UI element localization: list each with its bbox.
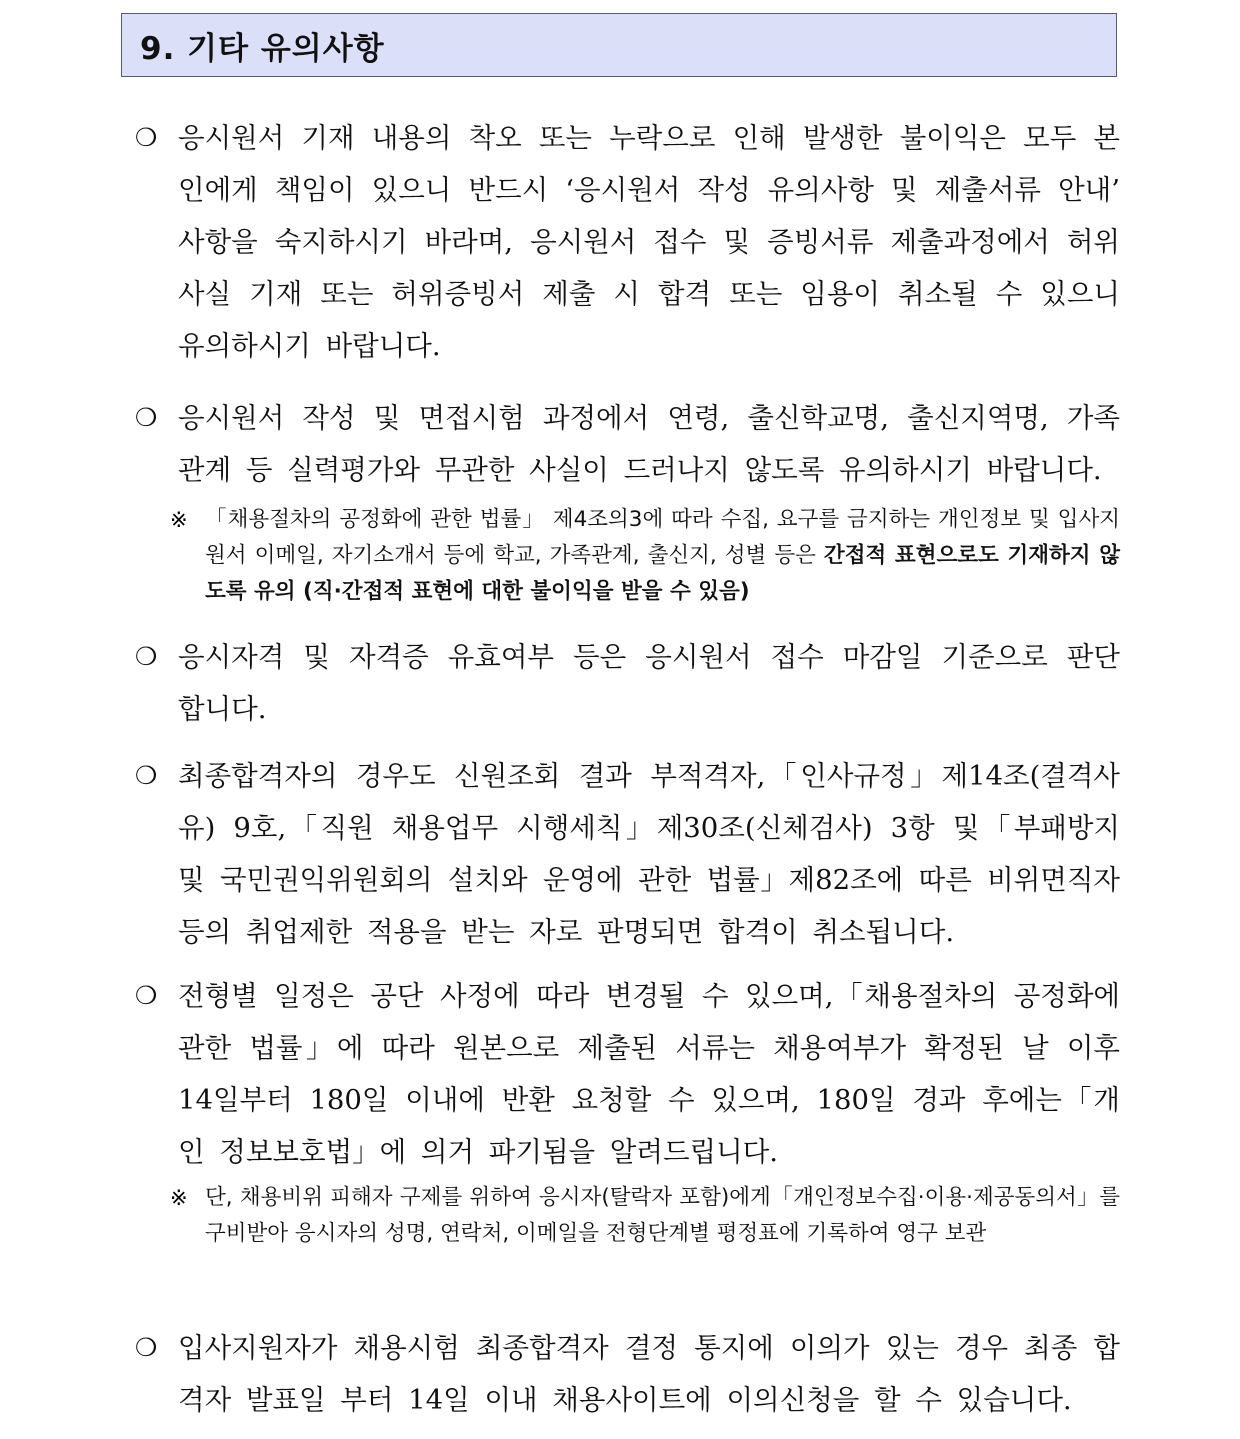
note-1 <box>170 502 1120 610</box>
bullet-icon: ❍ <box>135 761 158 790</box>
bullet-icon: ❍ <box>135 1333 158 1362</box>
note-text <box>205 502 1120 610</box>
notice-item-2 <box>135 392 1120 496</box>
section-title: 9. 기타 유의사항 <box>140 30 385 67</box>
notice-item-text: 응시원서 작성 및 면접시험 과정에서 연령, 출신학교명, 출신지역명, 가족 관계 등 실력평가와 무관한 사실이 드러나지 않도록 유의하시기 바랍니다. <box>178 402 1120 486</box>
notice-item-3 <box>135 631 1120 735</box>
notice-item-5 <box>135 970 1120 1178</box>
notice-item-text: 최종합격자의 경우도 신원조회 결과 부적격자,「인사규정」제14조(결격사유) 9호,「직원 채용업무 시행세칙」제30조(신체검사) 3항 및「부패방지 및 국민권익위원회의 설치와 운영에 관한 법률」제82조에 따른 비위면직자 등의 취업제한 적용을 받는 자로 판명되면 합격이 취소됩니다. <box>178 760 1120 948</box>
note-text-bold: 간접적 표현으로도 기재하지 않도록 유의 (직·간접적 표현에 대한 불이익을 받을 수 있음) <box>205 543 1120 604</box>
reference-mark-icon: ※ <box>170 508 188 532</box>
notice-item-text: 응시자격 및 자격증 유효여부 등은 응시원서 접수 마감일 기준으로 판단 합니다. <box>178 641 1120 725</box>
section-header <box>121 13 1117 77</box>
bullet-icon: ❍ <box>135 642 158 671</box>
note-text: 단, 채용비위 피해자 구제를 위하여 응시자(탈락자 포함)에게「개인정보수집·이용·제공동의서」를 구비받아 응시자의 성명, 연락처, 이메일을 전형단계별 평정표에 기록하여 영구 보관 <box>205 1185 1120 1246</box>
notice-item-6 <box>135 1322 1120 1426</box>
bullet-icon: ❍ <box>135 123 158 152</box>
notice-item-1 <box>135 112 1120 372</box>
notice-item-text: 응시원서 기재 내용의 착오 또는 누락으로 인해 발생한 불이익은 모두 본인에게 책임이 있으니 반드시 ‘응시원서 작성 유의사항 및 제출서류 안내’ 사항을 숙지하시기 바라며, 응시원서 접수 및 증빙서류 제출과정에서 허위 사실 기재 또는 허위증빙서 제출 시 합격 또는 임용이 취소될 수 있으니 유의하시기 바랍니다. <box>178 122 1120 362</box>
note-2 <box>170 1180 1120 1252</box>
note-text-plain: 「채용절차의 공정화에 관한 법률」 제4조의3에 따라 수집, 요구를 금지하는 개인정보 및 입사지원서 이메일, 자기소개서 등에 학교, 가족관계, 출신지, 성별 등은 <box>205 507 1120 568</box>
reference-mark-icon: ※ <box>170 1186 188 1210</box>
notice-item-4 <box>135 750 1120 958</box>
notice-item-text: 입사지원자가 채용시험 최종합격자 결정 통지에 이의가 있는 경우 최종 합격자 발표일 부터 14일 이내 채용사이트에 이의신청을 할 수 있습니다. <box>178 1332 1120 1416</box>
notice-item-text: 전형별 일정은 공단 사정에 따라 변경될 수 있으며,「채용절차의 공정화에 관한 법률」에 따라 원본으로 제출된 서류는 채용여부가 확정된 날 이후 14일부터 180일 이내에 반환 요청할 수 있으며, 180일 경과 후에는「개인 정보보호법」에 의거 파기됨을 알려드립니다. <box>178 980 1120 1168</box>
bullet-icon: ❍ <box>135 403 158 432</box>
bullet-icon: ❍ <box>135 981 158 1010</box>
